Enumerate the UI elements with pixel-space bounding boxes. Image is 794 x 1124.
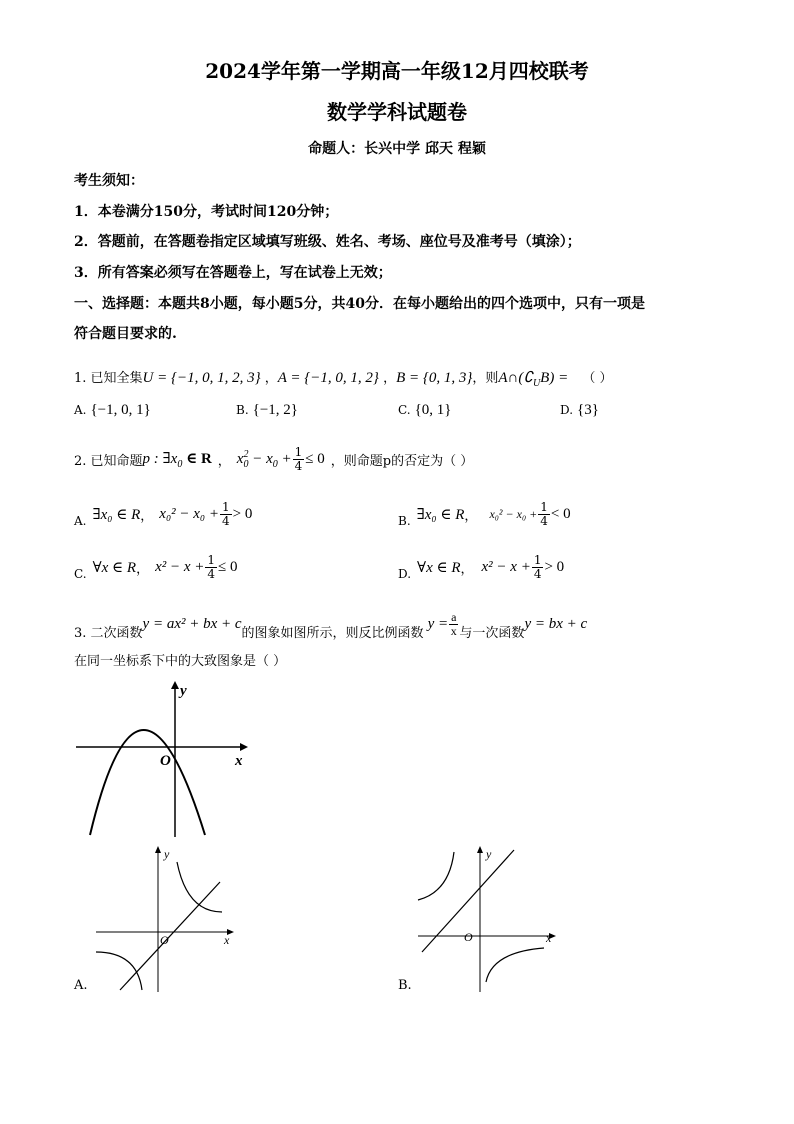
q2-option-d[interactable]: D. ∀x ∈ R ， x² − x + $\frac{1}{4}$ > 0 [398, 552, 565, 581]
q1-set-a: A = {−1, 0, 1, 2} [277, 370, 379, 386]
question-1: 1. 已知全集U = {−1, 0, 1, 2, 3} ，A = {−1, 0, 1, 2} ，B = {0, 1, 3}，则$A\cap(∁_UB)$ = （ ） [74, 370, 613, 389]
q2-relation: ≤ 0 [305, 451, 325, 467]
q2-option-c[interactable]: C. ∀x ∈ R ， x² − x + $\frac{1}{4}$ ≤ 0 [74, 552, 238, 581]
q3-line2: 在同一坐标系下中的大致图象是（ ） [74, 654, 287, 669]
note-item: 3．所有答案必须写在答题卷上，写在试卷上无效； [74, 265, 392, 281]
axis-label-x: x [546, 931, 552, 945]
exam-author: 命题人：长兴中学 邱天 程颖 [308, 141, 486, 157]
axis-label-y: y [180, 683, 187, 699]
exam-subtitle: 数学学科试题卷 [327, 100, 467, 124]
q3-option-a-graph[interactable] [92, 842, 242, 992]
q3-parabola-figure [70, 675, 260, 840]
q2-suffix: ，则命题p的否定为（ ） [330, 454, 474, 469]
q1-option-c[interactable]: C. {0, 1} [398, 402, 452, 418]
q2-proposition: p : $\exists x_0$ ∈ R [142, 451, 212, 470]
exam-title: 2024学年第一学期高一年级12月四校联考 [205, 59, 589, 83]
q1-set-u: U = {−1, 0, 1, 2, 3} [142, 370, 261, 386]
note-item: 2．答题前，在答题卷指定区域填写班级、姓名、考场、座位号及准考号（填涂）； [74, 234, 581, 250]
origin-label: O [160, 933, 169, 947]
question-2: 2. 已知命题 p : $\exists x_0$ ∈ R ， $x_0^2 - x_0$ + $\frac{1}{4}$ ≤ 0 ，则命题p的否定为（ ） [74, 445, 474, 473]
q1-paren: （ ） [582, 371, 613, 386]
q3-option-b-label[interactable]: B. [398, 978, 412, 993]
axis-label-y: y [164, 847, 170, 861]
q2-prefix: 2. 已知命题 [74, 454, 143, 469]
origin-label: O [464, 930, 473, 944]
q3-option-b-graph[interactable] [414, 842, 564, 992]
q3-option-a-label[interactable]: A. [74, 978, 88, 993]
axis-label-x: x [235, 753, 243, 769]
q3-quadratic: y = ax² + bx + c [142, 616, 242, 632]
origin-label: O [160, 753, 171, 769]
notes-heading: 考生须知： [74, 173, 144, 189]
q1-expr: $A\cap(∁_UB)$ = [498, 370, 569, 389]
note-item: 1．本卷满分150分，考试时间120分钟； [74, 204, 339, 220]
q3-linear: y = bx + c [524, 616, 588, 632]
section-heading: 一、选择题：本题共8小题，每小题5分，共40分．在每小题给出的四个选项中，只有一项是 [74, 296, 645, 312]
q1-option-b[interactable]: B. {−1, 2} [236, 402, 298, 418]
q2-option-a[interactable]: A. ∃x₀ ∈ R ， x₀² − x₀ + $\frac{1}{4}$ > 0 [74, 499, 253, 528]
section-heading-cont: 符合题目要求的. [74, 326, 177, 342]
q1-prefix: 1. 已知全集 [74, 371, 143, 386]
q3-inverse-fraction: $\frac{a}{x}$ [450, 610, 457, 638]
q2-inequality: $x_0^2 - x_0$ + [236, 449, 292, 470]
q2-fraction: $\frac{1}{4}$ [294, 445, 303, 473]
axis-label-x: x [224, 933, 230, 947]
q1-option-a[interactable]: A. {−1, 0, 1} [74, 402, 151, 418]
q1-option-d[interactable]: D. {3} [560, 402, 599, 418]
question-3: 3. 二次函数 y = ax² + bx + c 的图象如图所示，则反比例函数 y = $\frac{a}{x}$ 与一次函数 y = bx + c [74, 610, 588, 641]
q1-set-b: B = {0, 1, 3} [396, 370, 473, 386]
q2-option-b[interactable]: B. ∃x₀ ∈ R ， x₀² − x₀ + $\frac{1}{4}$ < 0 [398, 499, 571, 528]
q1-then: ，则 [472, 371, 499, 386]
axis-label-y: y [486, 847, 492, 861]
